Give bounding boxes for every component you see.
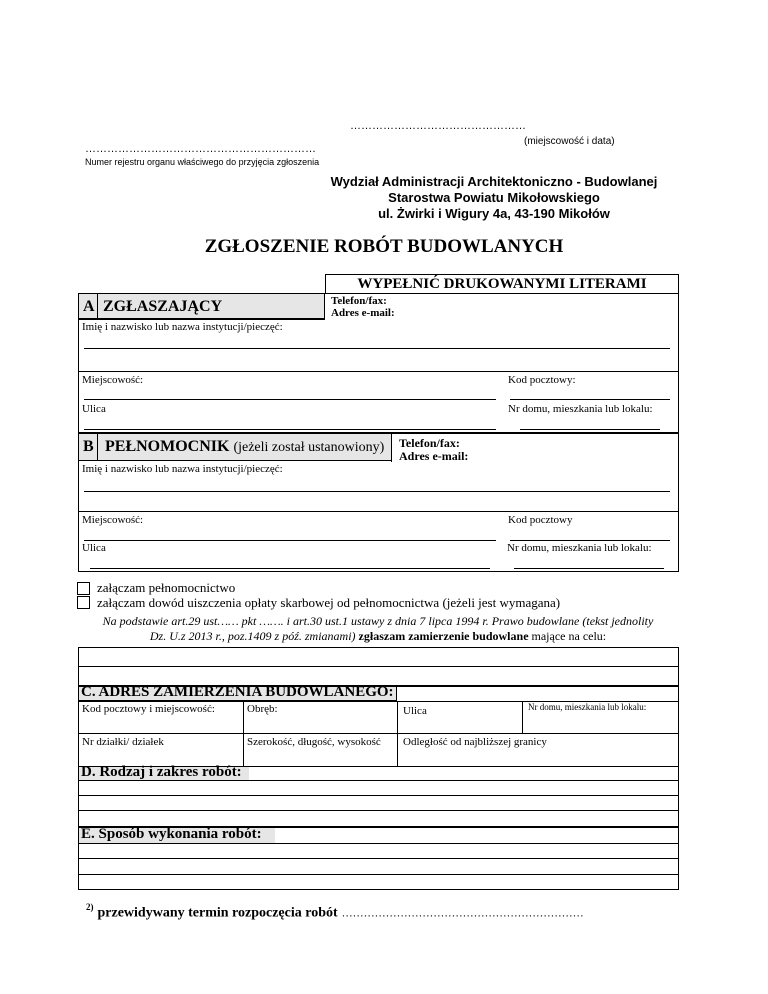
- print-note-text: WYPEŁNIĆ DRUKOWANYMI LITERAMI: [357, 276, 647, 292]
- attach-power-of-attorney-label: załączam pełnomocnictwo: [97, 580, 236, 595]
- section-a-house-line[interactable]: [520, 429, 660, 430]
- section-c-title: C. ADRES ZAMIERZENIA BUDOWLANEGO:: [81, 684, 394, 700]
- register-number-label: Numer rejestru organu właściwego do przyjęcia zgłoszenia: [85, 157, 320, 167]
- office-line-3: ul. Żwirki i Wigury 4a, 43-190 Mikołów: [378, 206, 610, 221]
- attach-fee-proof-label: załączam dowód uiszczenia opłaty skarbowej od pełnomocnictwa (jeżeli jest wymagana): [97, 595, 561, 610]
- section-b-city-line[interactable]: [84, 540, 496, 541]
- place-date-label: (miejscowość i data): [524, 136, 615, 147]
- office-address: [316, 174, 672, 222]
- legal-line-2: [78, 629, 678, 644]
- legal-line-2-bold: zgłaszam zamierzenie budowlane: [358, 629, 529, 643]
- section-c-street-label: Ulica: [403, 705, 427, 717]
- office-line-1: Wydział Administracji Architektoniczno - Budowlanej: [330, 174, 658, 189]
- section-c-plot-label: Nr działki/ działek: [82, 736, 164, 748]
- section-a-city-label: Miejscowość:: [82, 374, 144, 386]
- section-a-postal-line[interactable]: [510, 399, 670, 400]
- start-date-label: przewidywany termin rozpoczęcia robót: [97, 905, 338, 921]
- section-a-street-line[interactable]: [84, 429, 496, 430]
- office-line-2: Starostwa Powiatu Mikołowskiego: [388, 190, 600, 205]
- section-a-city-line[interactable]: [84, 399, 496, 400]
- section-e-line-2[interactable]: [79, 874, 678, 875]
- section-a-name-label: Imię i nazwisko lub nazwa instytucji/pieczęć:: [82, 321, 283, 333]
- register-number-dots[interactable]: ………………………………………………………: [85, 143, 316, 155]
- section-b-title-note: (jeżeli został ustanowiony): [233, 440, 385, 455]
- section-d-line-1[interactable]: [79, 795, 678, 796]
- section-b-name-label: Imię i nazwisko lub nazwa instytucji/pieczęć:: [82, 463, 283, 475]
- section-a-street-label: Ulica: [82, 403, 106, 415]
- section-b-email-label: Adres e-mail:: [399, 449, 469, 463]
- section-d-title: D. Rodzaj i zakres robót:: [81, 764, 242, 780]
- section-b-city-label: Miejscowość:: [82, 514, 144, 526]
- section-b-house-line[interactable]: [514, 568, 664, 569]
- start-date-dots[interactable]: …………………………………………………………: [341, 907, 584, 920]
- section-b-postal-line[interactable]: [510, 540, 670, 541]
- section-e-line-1[interactable]: [79, 858, 678, 859]
- section-a-phone-label: Telefon/fax:: [331, 295, 387, 307]
- legal-basis: [78, 614, 678, 644]
- section-b-title-wrap: [105, 438, 384, 456]
- section-a-house-label: Nr domu, mieszkania lub lokalu:: [508, 403, 653, 415]
- legal-line-1: Na podstawie art.29 ust…… pkt ……. i art.30 ust.1 ustawy z dnia 7 lipca 1994 r. Prawo budowlane (tekst jednolity: [102, 614, 654, 628]
- section-c-distance-label: Odległość od najbliższej granicy: [403, 736, 547, 748]
- section-c-house-label: Nr domu, mieszkania lub lokalu:: [528, 702, 647, 712]
- section-b-name-line[interactable]: [84, 491, 670, 492]
- section-a-name-line[interactable]: [84, 348, 670, 349]
- attach-fee-proof-checkbox[interactable]: [77, 596, 90, 609]
- section-b-phone-label: Telefon/fax:: [399, 436, 460, 450]
- section-a-postal-label: Kod pocztowy:: [508, 374, 576, 386]
- start-date-footnote: 2): [86, 902, 94, 912]
- section-a-title: ZGŁASZAJĄCY: [103, 298, 223, 315]
- section-c-dims-label: Szerokość, długość, wysokość: [247, 736, 381, 748]
- section-b-house-label: Nr domu, mieszkania lub lokalu:: [507, 542, 652, 554]
- start-date: [86, 902, 584, 921]
- section-c-precinct-label: Obręb:: [247, 703, 278, 715]
- place-date-dots[interactable]: …………………………………………: [350, 120, 526, 132]
- section-a-email-label: Adres e-mail:: [331, 307, 395, 319]
- section-c-postal-city-label: Kod pocztowy i miejscowość:: [82, 703, 215, 715]
- section-b-title: PEŁNOMOCNIK: [105, 438, 230, 455]
- section-b-street-line[interactable]: [90, 568, 490, 569]
- section-b-letter: B: [83, 438, 94, 455]
- section-a-letter: A: [83, 298, 95, 315]
- section-b-postal-label: Kod pocztowy: [508, 514, 573, 526]
- section-d-line-2[interactable]: [79, 810, 678, 811]
- section-b-street-label: Ulica: [82, 542, 106, 554]
- page-title: ZGŁOSZENIE ROBÓT BUDOWLANYCH: [204, 236, 564, 257]
- legal-line-2-rest: mające na celu:: [531, 629, 607, 643]
- section-e-title: E. Sposób wykonania robót:: [81, 826, 262, 842]
- print-note: [325, 274, 679, 294]
- legal-line-2-italic: Dz. U.z 2013 r., poz.1409 z póź. zmianami): [149, 629, 356, 643]
- attach-power-of-attorney-checkbox[interactable]: [77, 582, 90, 595]
